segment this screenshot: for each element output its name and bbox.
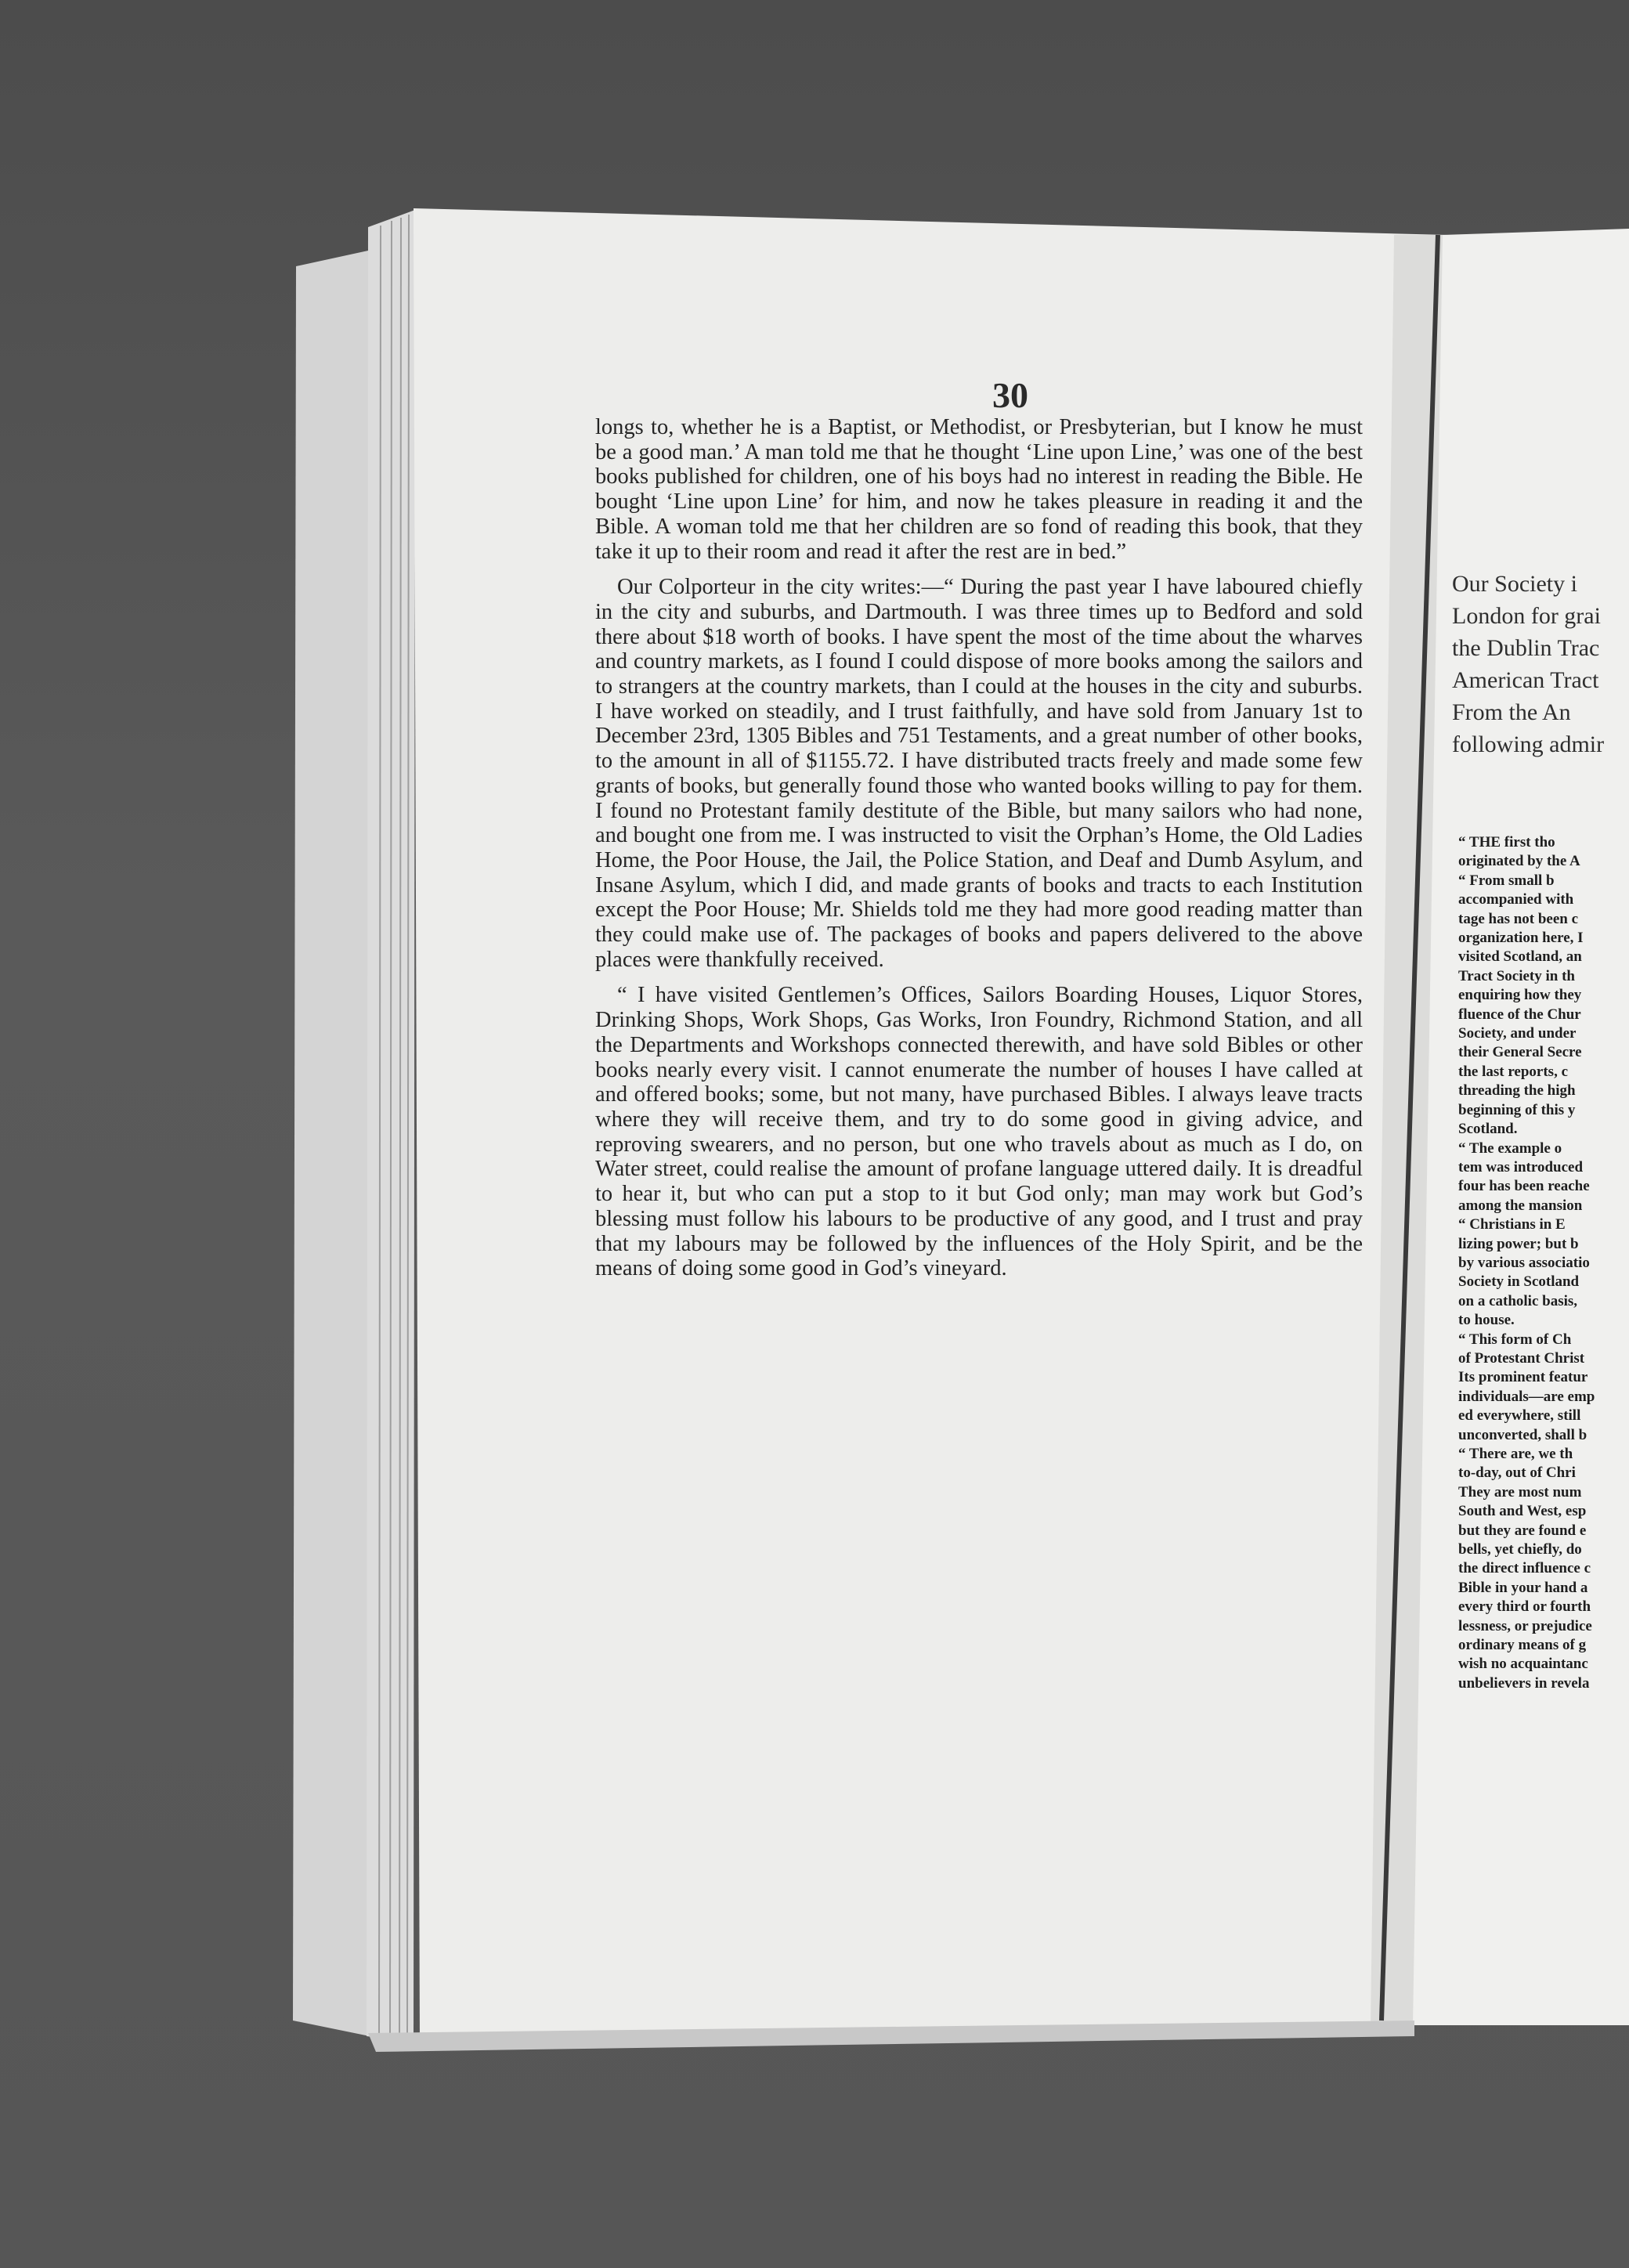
quote-line: lessness, or prejudice: [1458, 1617, 1592, 1634]
paragraph-colporteur-report: Our Colporteur in the city writes:—“ During the past year I have laboured chiefly in the city and suburbs, and Dartmouth. I was three times up to Bedford and sold there about $18 worth of books. I have spent the most of the time about the wharves and country markets, as I found I could dispose of more books among the sailors and to strangers at the country markets, than I could at the houses in the city and suburbs. I have worked on steadily, and I trust faithfully, and have sold from January 1st to December 23rd, 1305 Bibles and 751 Testaments, and a great number of other books, to the amount in all of $1155.72. I have distributed tracts freely and made some few grants of books, but generally found those who wanted books willing to pay for them. I found no Protestant family destitute of the Bible, but many sailors who had none, and bought one from me. I was instructed to visit the Orphan’s Home, the Old Ladies Home, the Poor House, the Jail, the Police Station, and Deaf and Dumb Asylum, and Insane Asylum, which I did, and made grants of books and tracts to each Institution except the Poor House; Mr. Shields told me they had more good reading matter than they could make use of. The packages of books and papers delivered to the above places were thankfully received.: [595, 575, 1363, 972]
quote-line: lizing power; but b: [1458, 1235, 1579, 1252]
quote-line: “ There are, we th: [1458, 1446, 1573, 1462]
quote-line: tem was introduced: [1458, 1158, 1584, 1176]
quote-line: four has been reache: [1458, 1178, 1590, 1195]
quote-line: Tract Society in th: [1458, 967, 1575, 984]
quote-line: ed everywhere, still: [1458, 1407, 1581, 1425]
right-page-quote: [1458, 833, 1629, 1692]
quote-line: “ The example o: [1458, 1139, 1562, 1157]
quote-line: wish no acquaintanc: [1458, 1656, 1588, 1673]
quote-line: the direct influence c: [1458, 1560, 1591, 1577]
quote-line: bells, yet chiefly, do: [1458, 1541, 1582, 1558]
quote-line: ordinary means of g: [1458, 1637, 1587, 1654]
quote-line: unconverted, shall b: [1458, 1426, 1587, 1443]
book-cover-edge: [293, 251, 370, 2036]
right-body-line: following admir: [1452, 731, 1605, 757]
quote-line: on a catholic basis,: [1458, 1292, 1578, 1309]
quote-line: threading the high: [1458, 1082, 1576, 1100]
right-body-line: the Dublin Trac: [1452, 635, 1600, 661]
quote-line: tage has not been c: [1458, 910, 1579, 927]
quote-line: Society in Scotland: [1458, 1273, 1580, 1291]
quote-line: Society, and under: [1458, 1025, 1577, 1042]
quote-line: individuals—are emp: [1458, 1388, 1595, 1405]
quote-line: originated by the A: [1458, 853, 1580, 870]
paragraph-continuation: longs to, whether he is a Baptist, or Methodist, or Presbyterian, but I know he must be a good man.’ A man told me that he thought ‘Line upon Line,’ was one of the best books published for children, one of his boys had no interest in reading the Bible. He bought ‘Line upon Line’ for him, and now he takes pleasure in reading it and the Bible. A woman told me that her children are so fond of reading this book, that they take it up to their room and read it after the rest are in bed.”: [595, 415, 1363, 564]
quote-line: Bible in your hand a: [1458, 1579, 1588, 1596]
right-body-line: American Tract: [1452, 667, 1599, 693]
quote-line: accompanied with: [1458, 891, 1574, 908]
page-number: 30: [992, 375, 1028, 415]
quote-line: the last reports, c: [1458, 1063, 1569, 1080]
quote-line: “ This form of Ch: [1458, 1331, 1572, 1348]
quote-line: “ Christians in E: [1458, 1216, 1566, 1233]
quote-line: “ From small b: [1458, 872, 1555, 889]
quote-line: but they are found e: [1458, 1522, 1587, 1539]
quote-line: “ THE first tho: [1458, 834, 1555, 850]
quote-line: every third or fourth: [1458, 1598, 1591, 1616]
quote-line: Its prominent featur: [1458, 1369, 1588, 1386]
quote-line: among the mansion: [1458, 1197, 1583, 1214]
quote-line: Scotland.: [1458, 1121, 1518, 1138]
paragraph-visits: “ I have visited Gentlemen’s Offices, Sailors Boarding Houses, Liquor Stores, Drinking Shops, Work Shops, Gas Works, Iron Foundry, Richmond Station, and all the Departments and Workshops connected therewith, and have sold Bibles or other books nearly every visit. I cannot enumerate the number of houses I have called at and offered books; some, but not many, have purchased Bibles. I always leave tracts where they will receive them, and try to do some good in giving advice, and reproving swearers, and no person, but one who travels about as much as I do, on Water street, could realise the amount of profane language uttered daily. It is dreadful to hear it, but who can put a stop to it but God only; man may work but God’s blessing must follow his labours to be productive of any good, and I trust and pray that my labours may be followed by the influences of the Holy Spirit, and be the means of doing some good in God’s vineyard.: [595, 983, 1363, 1281]
right-body-line: Our Society i: [1452, 571, 1577, 597]
quote-line: beginning of this y: [1458, 1101, 1576, 1118]
right-body-line: London for grai: [1452, 603, 1601, 629]
quote-line: to house.: [1458, 1312, 1515, 1329]
left-page-text: [595, 415, 1363, 1292]
quote-line: their General Secre: [1458, 1044, 1582, 1061]
quote-line: unbelievers in revela: [1458, 1674, 1590, 1692]
quote-line: visited Scotland, an: [1458, 948, 1582, 966]
quote-line: to-day, out of Chri: [1458, 1464, 1576, 1482]
quote-line: South and West, esp: [1458, 1503, 1587, 1520]
quote-line: of Protestant Christ: [1458, 1349, 1585, 1367]
quote-line: enquiring how they: [1458, 987, 1582, 1004]
quote-line: by various associatio: [1458, 1254, 1590, 1271]
quote-line: organization here, I: [1458, 930, 1584, 947]
quote-line: fluence of the Chur: [1458, 1006, 1581, 1023]
right-body-line: From the An: [1452, 699, 1571, 725]
quote-line: They are most num: [1458, 1483, 1582, 1501]
